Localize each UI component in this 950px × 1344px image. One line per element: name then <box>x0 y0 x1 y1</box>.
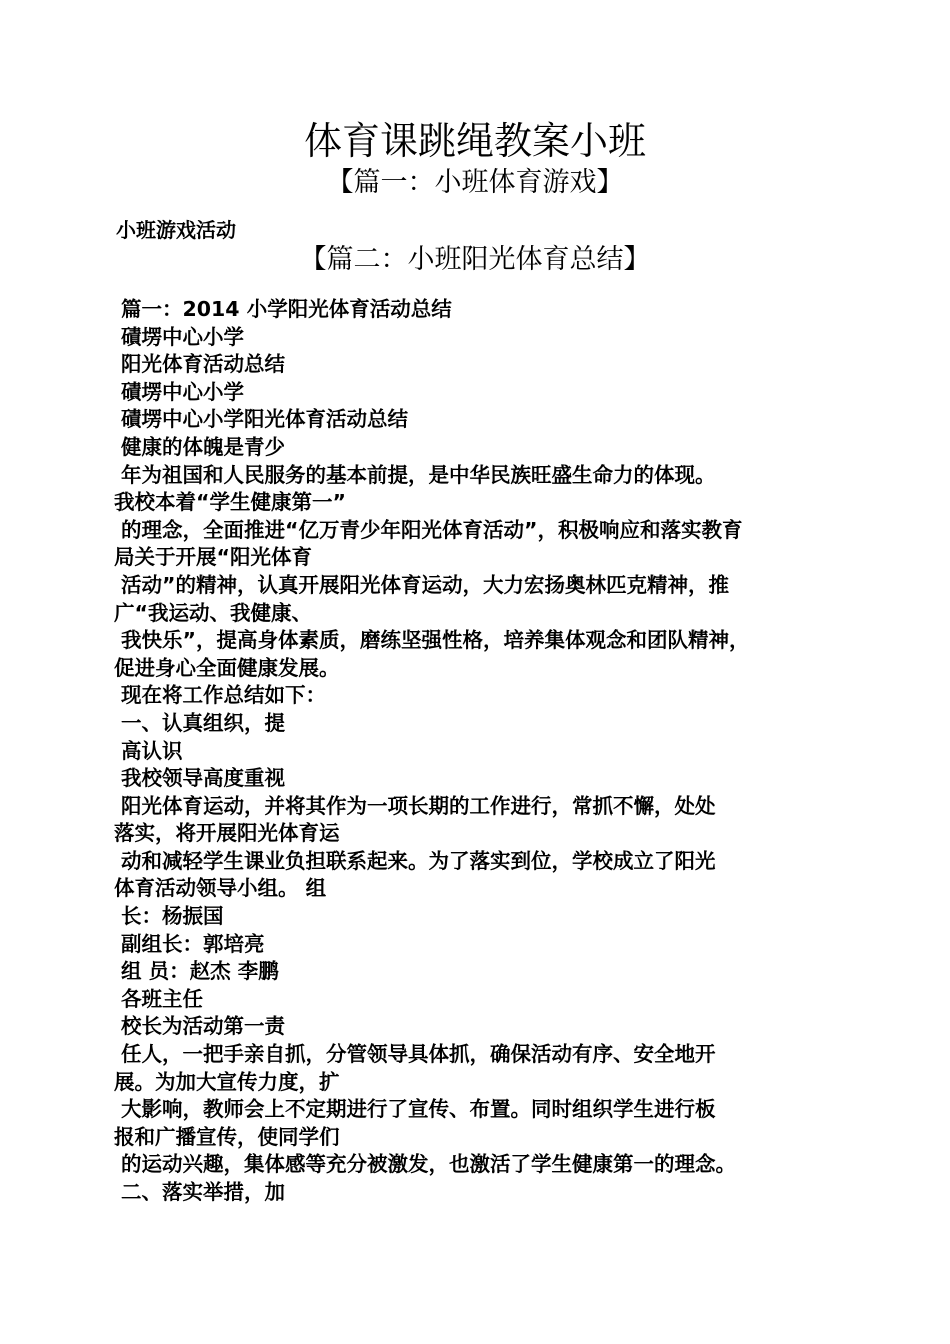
body-line: 我快乐”，提高身体素质，磨练坚强性格，培养集体观念和团队精神， <box>121 628 750 653</box>
subtitle-part-one: 【篇一：小班体育游戏】 <box>326 167 624 198</box>
body-line: 组 员：赵杰 李鹏 <box>121 959 279 984</box>
body-line: 磧塄中心小学阳光体育活动总结 <box>121 407 408 432</box>
body-line: 现在将工作总结如下： <box>121 683 326 708</box>
body-line: 报和广播宣传，使同学们 <box>114 1124 340 1149</box>
body-line: 长：杨振国 <box>121 904 224 929</box>
body-line: 动和减轻学生课业负担联系起来。为了落实到位，学校成立了阳光 <box>121 848 716 873</box>
body-line: 篇一：2014 小学阳光体育活动总结 <box>121 297 452 321</box>
body-line: 校长为活动第一责 <box>121 1014 285 1039</box>
body-line: 各班主任 <box>121 986 203 1011</box>
body-line: 活动”的精神，认真开展阳光体育运动，大力宏扬奥林匹克精神，推 <box>121 572 729 597</box>
body-line: 二、落实举措，加 <box>121 1180 285 1204</box>
body-line: 高认识 <box>121 738 183 763</box>
document-title: 体育课跳绳教案小班 <box>303 119 646 163</box>
body-line: 体育活动领导小组。 组 <box>114 876 327 901</box>
body-line: 一、认真组织，提 <box>121 710 285 735</box>
body-line: 阳光体育运动，并将其作为一项长期的工作进行，常抓不懈，处处 <box>121 793 716 818</box>
body-line: 我校领导高度重视 <box>121 766 285 791</box>
body-line: 展。为加大宣传力度，扩 <box>114 1069 340 1094</box>
body-line: 阳光体育活动总结 <box>121 352 285 377</box>
body-line: 广“我运动、我健康、 <box>114 600 312 625</box>
section-heading: 小班游戏活动 <box>116 218 236 242</box>
body-line: 年为祖国和人民服务的基本前提，是中华民族旺盛生命力的体现。 <box>121 462 716 487</box>
body-line: 促进身心全面健康发展。 <box>114 655 340 680</box>
subtitle-part-two: 【篇二：小班阳光体育总结】 <box>299 244 651 275</box>
body-line: 磧塄中心小学 <box>121 324 244 349</box>
body-line: 大影响，教师会上不定期进行了宣传、布置。同时组织学生进行板 <box>121 1097 716 1122</box>
body-line: 的理念，全面推进“亿万青少年阳光体育活动”，积极响应和落实教育 <box>121 517 743 542</box>
body-line: 我校本着“学生健康第一” <box>114 490 346 515</box>
body-line: 落实，将开展阳光体育运 <box>114 821 340 846</box>
body-line: 健康的体魄是青少 <box>121 434 285 459</box>
body-line: 局关于开展“阳光体育 <box>114 545 312 570</box>
body-line: 的运动兴趣，集体感等充分被激发，也激活了学生健康第一的理念。 <box>121 1152 736 1177</box>
body-line: 副组长：郭培亮 <box>121 931 265 956</box>
body-line: 磧塄中心小学 <box>121 379 244 404</box>
body-line: 任人，一把手亲自抓，分管领导具体抓，确保活动有序、安全地开 <box>121 1042 716 1067</box>
body-text <box>114 296 840 1207</box>
